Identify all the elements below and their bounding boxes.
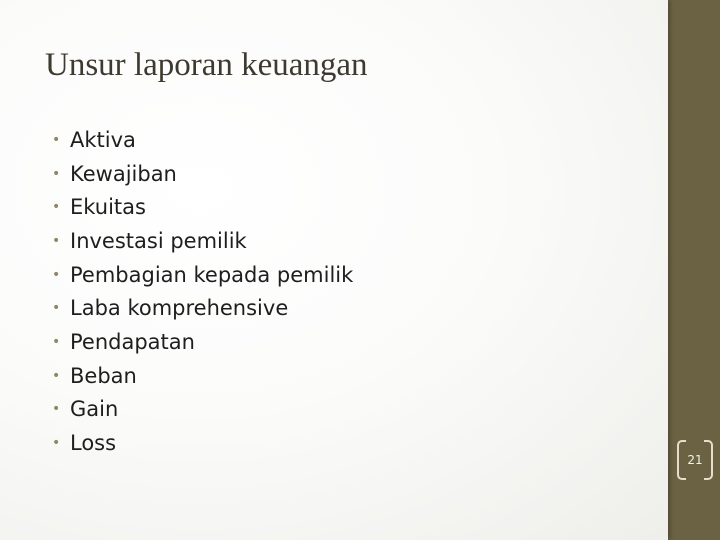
bullet-icon: • xyxy=(52,435,61,452)
bullet-icon: • xyxy=(52,300,61,317)
bullet-text: Beban xyxy=(70,363,137,388)
bullet-item-kewajiban xyxy=(52,157,353,191)
bullet-icon: • xyxy=(52,333,61,350)
bullet-item-beban xyxy=(52,359,353,393)
bullet-text: Gain xyxy=(70,397,119,422)
bullet-list xyxy=(52,123,353,460)
bullet-item-gain xyxy=(52,393,353,427)
slide-title: Unsur laporan keuangan xyxy=(45,47,368,83)
bullet-icon: • xyxy=(52,367,61,384)
bullet-text: Kewajiban xyxy=(70,161,177,186)
bullet-item-loss xyxy=(52,426,353,460)
bullet-item-aktiva xyxy=(52,123,353,157)
bullet-item-ekuitas xyxy=(52,190,353,224)
bullet-text: Investasi pemilik xyxy=(70,228,247,253)
bullet-item-laba-komprehensive xyxy=(52,291,353,325)
bullet-icon: • xyxy=(52,401,61,418)
bullet-icon: • xyxy=(52,131,61,148)
page-number-badge xyxy=(677,440,713,478)
bullet-icon: • xyxy=(52,165,61,182)
bullet-icon: • xyxy=(52,266,61,283)
bullet-text: Pembagian kepada pemilik xyxy=(70,262,354,287)
bullet-icon: • xyxy=(52,199,61,216)
bullet-text: Laba komprehensive xyxy=(70,296,289,321)
bullet-text: Aktiva xyxy=(70,127,136,152)
bullet-text: Ekuitas xyxy=(70,195,146,220)
bullet-item-pendapatan xyxy=(52,325,353,359)
bullet-icon: • xyxy=(52,232,61,249)
bullet-text: Pendapatan xyxy=(70,329,195,354)
bullet-text: Loss xyxy=(70,431,117,456)
page-number: 21 xyxy=(687,453,703,467)
bullet-item-investasi-pemilik xyxy=(52,224,353,258)
bullet-item-pembagian-kepada-pemilik xyxy=(52,258,353,292)
